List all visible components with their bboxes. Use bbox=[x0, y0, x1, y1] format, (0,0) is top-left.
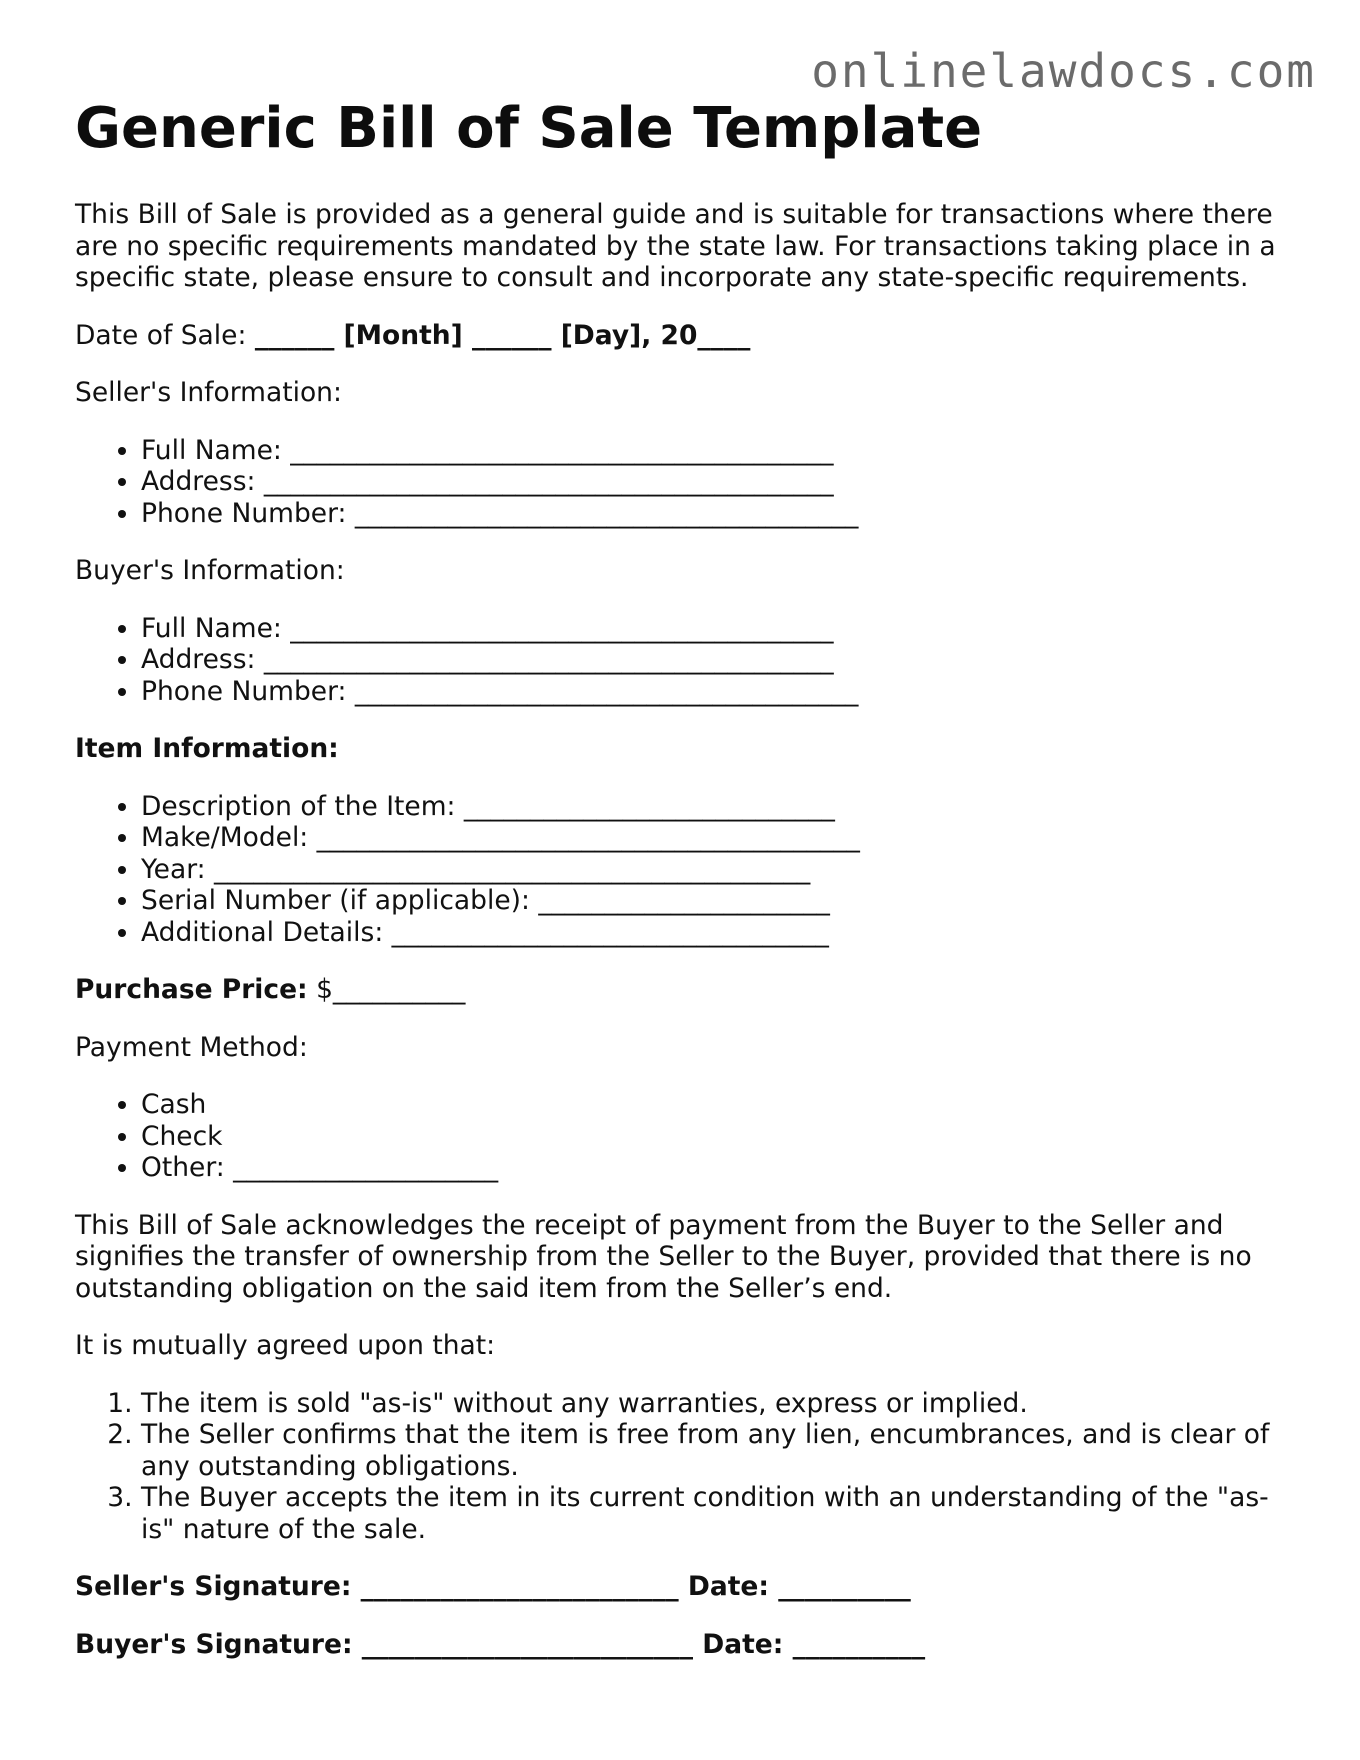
date-of-sale-line bbox=[75, 320, 1295, 352]
watermark: onlinelawdocs.com bbox=[811, 44, 1316, 98]
date-month: [Month] bbox=[334, 319, 472, 351]
acknowledgement-paragraph: This Bill of Sale acknowledges the receipt of payment from the Buyer to the Seller and signifies the transfer of ownership from the Seller to the Buyer, provided that there is no outstanding obligation on the said item from the Seller’s end. bbox=[75, 1209, 1252, 1304]
date-blank-2: ______ bbox=[471, 319, 552, 351]
seller-signature-line: Seller's Signature: ________________________ Date: __________ bbox=[75, 1571, 911, 1602]
seller-heading: Seller's Information: bbox=[75, 377, 342, 408]
payment-heading: Payment Method: bbox=[75, 1031, 308, 1063]
buyer-phone: • Phone Number: ______________________________________ bbox=[141, 676, 1295, 708]
purchase-price-value: $__________ bbox=[307, 974, 466, 1005]
agreement-heading: It is mutually agreed upon that: bbox=[75, 1330, 496, 1361]
buyer-full-name: • Full Name: _________________________________________ bbox=[141, 613, 1295, 645]
seller-full-name: • Full Name: _________________________________________ bbox=[141, 435, 1295, 467]
payment-cash: • Cash bbox=[141, 1089, 1295, 1121]
buyer-address: • Address: ___________________________________________ bbox=[141, 644, 1295, 676]
buyer-signature-line: Buyer's Signature: _________________________ Date: __________ bbox=[75, 1628, 926, 1660]
date-blank-1: ______ bbox=[254, 319, 335, 351]
agreement-item: 3. The Buyer accepts the item in its current condition with an understanding of the "as-is" nature of the sale. bbox=[141, 1482, 1295, 1545]
payment-check: • Check bbox=[141, 1121, 1295, 1153]
buyer-heading: Buyer's Information: bbox=[75, 555, 345, 586]
item-make-model: • Make/Model: _________________________________________ bbox=[141, 822, 1295, 854]
seller-list bbox=[75, 435, 1295, 530]
purchase-price-line bbox=[75, 974, 1295, 1006]
agreement-item: 2. The Seller confirms that the item is free from any lien, encumbrances, and is clear of any outstanding obligations. bbox=[141, 1419, 1295, 1482]
item-additional-details: • Additional Details: _________________________________ bbox=[141, 917, 1295, 949]
item-description: • Description of the Item: ____________________________ bbox=[141, 791, 1295, 823]
seller-phone: • Phone Number: ______________________________________ bbox=[141, 498, 1295, 530]
intro-paragraph: This Bill of Sale is provided as a general guide and is suitable for transactions where there are no specific requirements mandated by the state law. For transactions taking place in a specific state, please ensure to consult and incorporate any state-specific requirements. bbox=[75, 199, 1276, 293]
seller-address: • Address: ___________________________________________ bbox=[141, 466, 1295, 498]
item-year: • Year: _____________________________________________ bbox=[141, 854, 1295, 886]
purchase-price-label: Purchase Price: bbox=[75, 974, 308, 1005]
item-serial-number: • Serial Number (if applicable): ______________________ bbox=[141, 885, 1295, 917]
document-page bbox=[75, 95, 1295, 1660]
item-info-list bbox=[75, 791, 1295, 949]
date-of-sale-label: Date of Sale: bbox=[75, 319, 255, 351]
payment-other: • Other: ____________________ bbox=[141, 1152, 1295, 1184]
page-title: Generic Bill of Sale Template bbox=[75, 96, 983, 161]
buyer-list bbox=[75, 613, 1295, 708]
agreement-list bbox=[75, 1388, 1295, 1546]
agreement-item: 1. The item is sold "as-is" without any warranties, express or implied. bbox=[141, 1388, 1295, 1420]
payment-list bbox=[75, 1089, 1295, 1184]
item-info-heading: Item Information: bbox=[75, 733, 339, 764]
date-day-year: [Day], 20____ bbox=[551, 319, 751, 351]
